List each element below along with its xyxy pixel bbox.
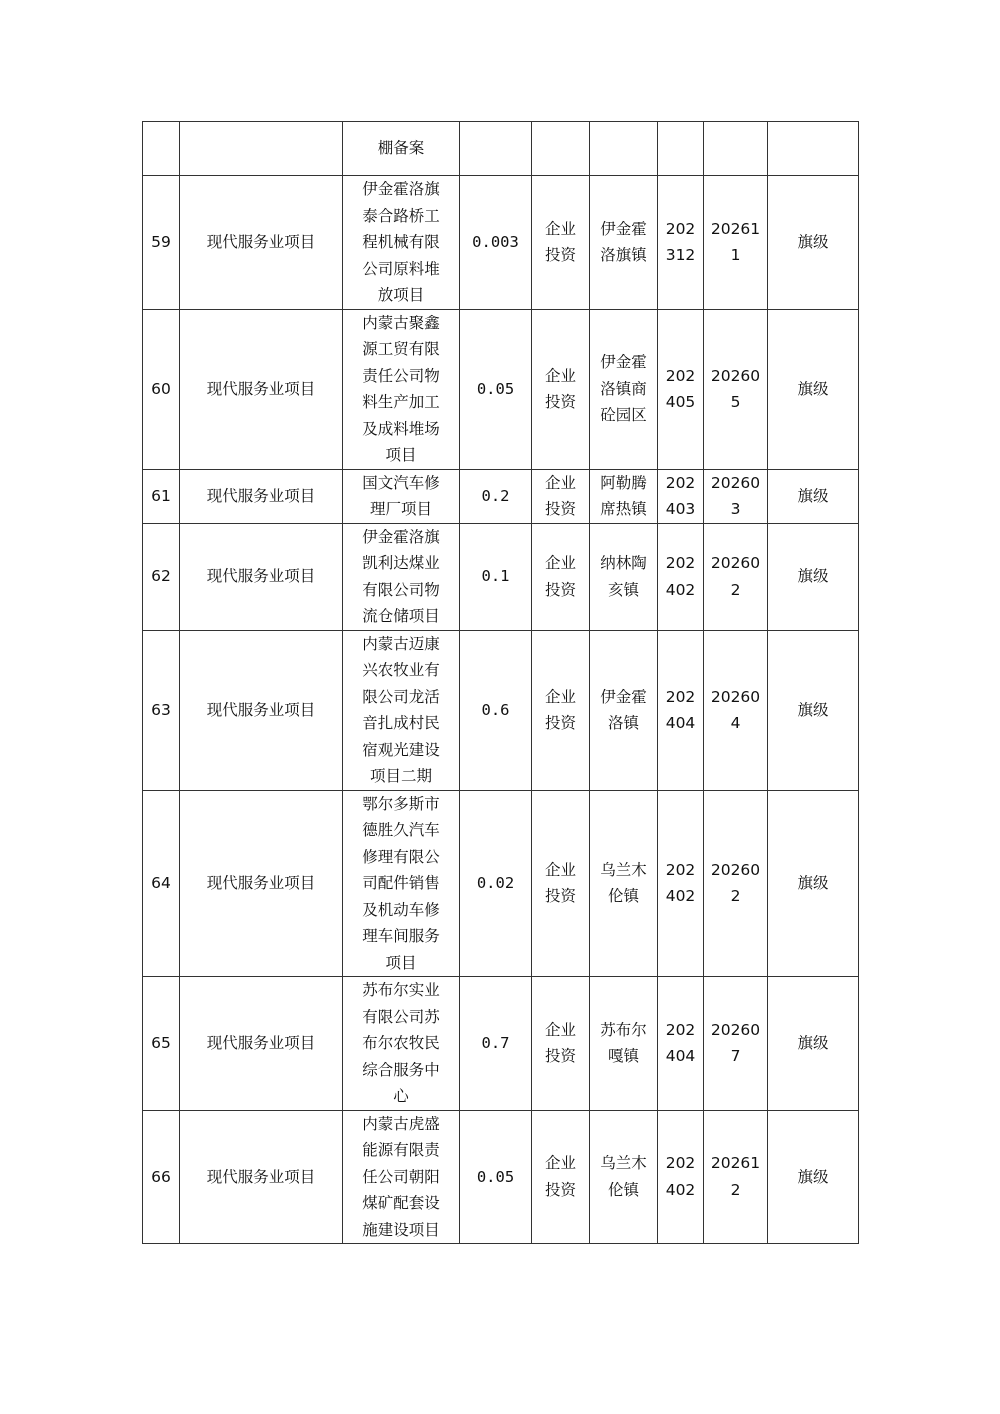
start-date-line: 202: [665, 860, 696, 879]
project-name-line: 布尔农牧民: [362, 1034, 440, 1052]
project-location-cell: [590, 790, 658, 977]
investment-type-cell: [532, 469, 590, 523]
project-name-cell: [343, 1110, 460, 1244]
end-date-line: 7: [730, 1047, 741, 1066]
table-row: [143, 176, 859, 310]
project-name-line: 煤矿配套设: [362, 1194, 440, 1212]
project-level-cell: 旗级: [768, 977, 859, 1111]
project-location-line: 伦镇: [607, 887, 639, 906]
project-level-cell: 旗级: [768, 790, 859, 977]
project-location-line: 嘎镇: [607, 1047, 639, 1066]
table-row: [143, 523, 859, 630]
project-name-line: 放项目: [377, 286, 425, 304]
investment-type-line: 投资: [544, 714, 576, 732]
start-date-cell: [658, 122, 704, 176]
investment-type-cell: [532, 1110, 590, 1244]
project-name-line: 任公司朝阳: [362, 1167, 440, 1186]
table-row: [143, 630, 859, 790]
project-name-line: 内蒙古聚鑫: [362, 313, 440, 332]
investment-type-line: 企业: [544, 219, 576, 238]
project-name-cell: [343, 469, 460, 523]
project-category-cell: 现代服务业项目: [180, 309, 343, 469]
project-category-cell: 现代服务业项目: [180, 469, 343, 523]
project-name-line: 修理有限公: [362, 847, 440, 866]
investment-amount-cell: 0.003: [460, 176, 532, 310]
investment-amount-cell: 0.05: [460, 1110, 532, 1244]
investment-type-line: 企业: [544, 554, 576, 572]
start-date-cell: [658, 176, 704, 310]
project-category-cell: 现代服务业项目: [180, 1110, 343, 1244]
project-location-cell: [590, 122, 658, 176]
end-date-line: 4: [730, 714, 741, 732]
investment-type-line: 投资: [544, 1180, 576, 1199]
project-name-line: 施建设项目: [362, 1220, 440, 1239]
investment-type-line: 投资: [544, 1047, 576, 1066]
project-name-cell: [343, 630, 460, 790]
project-name-line: 能源有限责: [362, 1141, 440, 1159]
end-date-cell: [704, 1110, 768, 1244]
investment-type-cell: [532, 523, 590, 630]
project-name-line: 料生产加工: [362, 393, 440, 411]
project-name-line: 伊金霍洛旗: [362, 527, 440, 546]
end-date-cell: [704, 630, 768, 790]
project-name-cell: [343, 122, 460, 176]
project-location-line: 伦镇: [607, 1180, 639, 1199]
end-date-cell: [704, 122, 768, 176]
project-name-line: 内蒙古虎盛: [362, 1114, 440, 1133]
project-name-cell: [343, 176, 460, 310]
end-date-line: 20261: [710, 1154, 761, 1173]
investment-type-line: 投资: [544, 500, 576, 518]
investment-type-line: 投资: [544, 393, 576, 411]
investment-type-line: 企业: [544, 366, 576, 385]
investment-amount-cell: 0.02: [460, 790, 532, 977]
project-location-cell: [590, 309, 658, 469]
project-location-line: 伊金霍: [600, 219, 647, 238]
project-location-line: 伊金霍: [600, 353, 647, 372]
project-location-line: 砼园区: [600, 406, 647, 425]
start-date-line: 202: [665, 473, 696, 492]
project-location-line: 苏布尔: [600, 1020, 647, 1039]
project-location-line: 洛镇: [607, 714, 639, 732]
row-number-cell: 64: [143, 790, 180, 977]
project-category-cell: 现代服务业项目: [180, 523, 343, 630]
investment-type-line: 企业: [544, 473, 576, 492]
investment-type-line: 企业: [544, 687, 576, 706]
project-location-line: 席热镇: [600, 500, 647, 518]
investment-type-line: 投资: [544, 580, 576, 599]
investment-type-line: 投资: [544, 887, 576, 906]
project-name-line: 责任公司物: [362, 366, 440, 385]
investment-amount-cell: 0.05: [460, 309, 532, 469]
table-row: [143, 977, 859, 1111]
start-date-line: 202: [665, 554, 696, 572]
start-date-line: 202: [665, 1020, 696, 1039]
investment-type-line: 企业: [544, 1154, 576, 1173]
project-name-cell: [343, 790, 460, 977]
start-date-cell: [658, 309, 704, 469]
start-date-line: 404: [665, 1047, 696, 1066]
project-name-line: 内蒙古迈康: [362, 634, 440, 653]
project-category-cell: 现代服务业项目: [180, 176, 343, 310]
project-name-line: 棚备案: [377, 139, 425, 158]
start-date-line: 402: [665, 887, 696, 906]
project-location-line: 洛镇商: [600, 379, 647, 398]
start-date-line: 202: [665, 366, 696, 385]
row-number-cell: 66: [143, 1110, 180, 1244]
table-row: [143, 309, 859, 469]
project-location-line: 伊金霍: [600, 687, 647, 706]
row-number-cell: 63: [143, 630, 180, 790]
investment-amount-cell: 0.1: [460, 523, 532, 630]
project-level-cell: 旗级: [768, 630, 859, 790]
project-name-line: 综合服务中: [362, 1060, 440, 1079]
row-number-cell: 59: [143, 176, 180, 310]
project-level-cell: 旗级: [768, 469, 859, 523]
project-name-line: 公司原料堆: [362, 259, 440, 278]
end-date-line: 2: [730, 887, 741, 906]
start-date-cell: [658, 469, 704, 523]
project-location-line: 亥镇: [607, 580, 639, 599]
project-level-cell: 旗级: [768, 523, 859, 630]
project-location-line: 阿勒腾: [600, 473, 647, 492]
project-table: [142, 121, 859, 1244]
end-date-line: 20260: [710, 1020, 761, 1039]
project-name-cell: [343, 309, 460, 469]
end-date-line: 2: [730, 580, 741, 599]
investment-type-cell: [532, 790, 590, 977]
project-location-cell: [590, 176, 658, 310]
project-name-line: 凯利达煤业: [362, 554, 440, 572]
project-name-line: 苏布尔实业: [362, 981, 440, 999]
project-location-cell: [590, 977, 658, 1111]
project-name-line: 宿观光建设: [362, 740, 440, 759]
investment-amount-cell: 0.2: [460, 469, 532, 523]
table-row: [143, 790, 859, 977]
row-number-cell: 62: [143, 523, 180, 630]
row-number-cell: 61: [143, 469, 180, 523]
project-name-line: 及机动车修: [362, 900, 440, 919]
start-date-line: 405: [665, 393, 696, 411]
end-date-line: 20260: [710, 366, 761, 385]
investment-amount-cell: 0.6: [460, 630, 532, 790]
end-date-cell: [704, 469, 768, 523]
project-name-line: 理车间服务: [362, 927, 440, 945]
project-location-cell: [590, 1110, 658, 1244]
end-date-line: 2: [730, 1180, 741, 1199]
project-level-cell: 旗级: [768, 176, 859, 310]
end-date-line: 20260: [710, 687, 761, 706]
end-date-cell: [704, 176, 768, 310]
end-date-line: 20260: [710, 860, 761, 879]
end-date-line: 20261: [710, 219, 761, 238]
project-name-line: 兴农牧业有: [362, 661, 440, 679]
project-category-cell: 现代服务业项目: [180, 790, 343, 977]
table-body: [143, 122, 859, 1244]
project-category-cell: [180, 122, 343, 176]
project-location-cell: [590, 469, 658, 523]
project-name-line: 伊金霍洛旗: [362, 180, 440, 198]
start-date-line: 202: [665, 687, 696, 706]
project-level-cell: [768, 122, 859, 176]
project-name-line: 及成料堆场: [362, 419, 440, 438]
start-date-cell: [658, 790, 704, 977]
project-name-line: 有限公司苏: [362, 1007, 440, 1026]
project-name-cell: [343, 523, 460, 630]
start-date-line: 202: [665, 219, 696, 238]
end-date-cell: [704, 523, 768, 630]
row-number-cell: [143, 122, 180, 176]
row-number-cell: 60: [143, 309, 180, 469]
project-name-line: 理厂项目: [369, 500, 432, 518]
end-date-cell: [704, 790, 768, 977]
project-name-line: 限公司龙活: [362, 687, 440, 706]
end-date-line: 5: [730, 393, 741, 411]
project-category-cell: 现代服务业项目: [180, 630, 343, 790]
investment-type-cell: [532, 122, 590, 176]
project-location-line: 洛旗镇: [600, 246, 647, 265]
start-date-line: 202: [665, 1154, 696, 1173]
project-name-line: 项目: [385, 446, 417, 464]
investment-type-line: 投资: [544, 246, 576, 265]
investment-amount-cell: 0.7: [460, 977, 532, 1111]
start-date-line: 403: [665, 500, 696, 518]
start-date-cell: [658, 1110, 704, 1244]
end-date-line: 1: [730, 246, 741, 265]
start-date-cell: [658, 977, 704, 1111]
end-date-line: 3: [730, 500, 741, 518]
project-location-line: 纳林陶: [600, 554, 647, 572]
project-name-line: 心: [393, 1087, 409, 1105]
end-date-line: 20260: [710, 473, 761, 492]
investment-type-cell: [532, 176, 590, 310]
project-location-cell: [590, 523, 658, 630]
investment-amount-cell: [460, 122, 532, 176]
project-level-cell: 旗级: [768, 1110, 859, 1244]
start-date-line: 402: [665, 1180, 696, 1199]
table-row: [143, 469, 859, 523]
end-date-cell: [704, 309, 768, 469]
project-name-line: 有限公司物: [362, 580, 440, 599]
investment-type-cell: [532, 309, 590, 469]
investment-type-line: 企业: [544, 860, 576, 879]
start-date-line: 312: [665, 246, 696, 265]
end-date-line: 20260: [710, 554, 761, 572]
end-date-cell: [704, 977, 768, 1111]
project-category-cell: 现代服务业项目: [180, 977, 343, 1111]
investment-type-cell: [532, 977, 590, 1111]
project-name-line: 音扎成村民: [362, 714, 440, 732]
start-date-line: 402: [665, 580, 696, 599]
project-name-line: 鄂尔多斯市: [362, 794, 440, 813]
project-location-line: 乌兰木: [600, 860, 647, 879]
table-row: [143, 1110, 859, 1244]
project-name-line: 源工贸有限: [362, 340, 440, 358]
project-name-line: 泰合路桥工: [362, 206, 440, 225]
project-name-line: 项目: [385, 953, 417, 972]
investment-type-line: 企业: [544, 1020, 576, 1039]
project-name-cell: [343, 977, 460, 1111]
table-row: [143, 122, 859, 176]
project-name-line: 德胜久汽车: [362, 821, 440, 839]
row-number-cell: 65: [143, 977, 180, 1111]
project-level-cell: 旗级: [768, 309, 859, 469]
start-date-line: 404: [665, 714, 696, 732]
start-date-cell: [658, 523, 704, 630]
project-name-line: 项目二期: [369, 767, 432, 785]
project-location-line: 乌兰木: [600, 1154, 647, 1173]
project-name-line: 国文汽车修: [362, 473, 440, 492]
project-name-line: 司配件销售: [362, 874, 440, 892]
project-name-line: 程机械有限: [362, 233, 440, 251]
investment-type-cell: [532, 630, 590, 790]
project-location-cell: [590, 630, 658, 790]
start-date-cell: [658, 630, 704, 790]
project-name-line: 流仓储项目: [362, 607, 440, 625]
